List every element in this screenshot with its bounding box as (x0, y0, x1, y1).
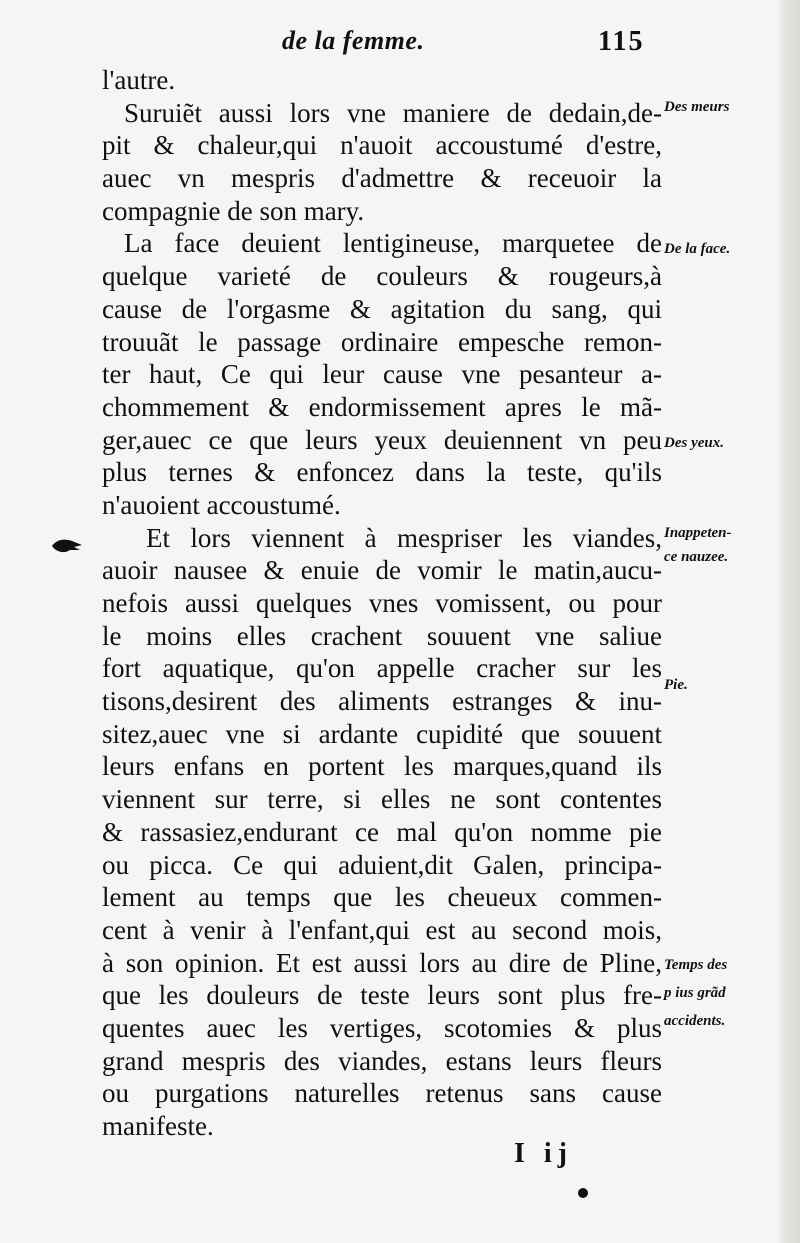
margin-note-inappetence-1: Inappeten- (664, 525, 732, 541)
text-line: à son opinion. Et est aussi lors au dire de Pline, (102, 947, 662, 978)
text-line: manifeste. (102, 1111, 214, 1141)
text-line: cent à venir à l'enfant,qui est au second mois, (102, 914, 662, 945)
text-line: & rassasiez,endurant ce mal qu'on nomme pie (102, 816, 662, 847)
body-text (102, 64, 662, 1143)
text-line: chommement & endormissement apres le mã- (102, 391, 662, 422)
margin-note-des-meurs: Des meurs (664, 99, 730, 115)
text-line: Suruiẽt aussi lors vne maniere de dedain,de- (124, 97, 662, 128)
page-edge-shadow (778, 0, 800, 1243)
margin-note-temps-1: Temps des (664, 957, 728, 973)
margin-note-pie: Pie. (664, 677, 688, 693)
text-line: viennent sur terre, si elles ne sont contentes (102, 784, 662, 815)
text-line: ter haut, Ce qui leur cause vne pesanteur a- (102, 359, 662, 390)
text-line: ou picca. Ce qui aduient,dit Galen, principa- (102, 849, 662, 880)
text-line: tisons,desirent des aliments estranges & inu- (102, 686, 662, 717)
text-line: quentes auec les vertiges, scotomies & plus (102, 1012, 662, 1043)
text-line: que les douleurs de teste leurs sont plus fre- (102, 980, 662, 1011)
margin-note-des-yeux: Des yeux. (664, 435, 724, 451)
manicule-icon (50, 536, 84, 556)
ink-dot (578, 1188, 588, 1198)
margin-note-inappetence-2: ce nauzee. (664, 549, 729, 565)
text-line: ou purgations naturelles retenus sans cause (102, 1078, 662, 1109)
signature-mark: I ij (514, 1138, 573, 1169)
page-number: 115 (598, 26, 645, 57)
text-line: lement au temps que les cheueux commen- (102, 882, 662, 913)
text-line: grand mespris des viandes, estans leurs fleurs (102, 1045, 662, 1076)
margin-note-de-la-face: De la face. (664, 241, 731, 257)
text-line: quelque varieté de couleurs & rougeurs,à (102, 261, 662, 292)
text-line: fort aquatique, qu'on appelle cracher sur les (102, 653, 662, 684)
margin-note-temps-2: p ius grãd (664, 985, 726, 1001)
text-line: sitez,auec vne si ardante cupidité que souuent (102, 718, 662, 749)
text-line: plus ternes & enfoncez dans la teste, qu'ils (102, 457, 662, 488)
text-line: auec vn mespris d'admettre & receuoir la (102, 163, 662, 194)
text-line: Et lors viennent à mespriser les viandes, (146, 522, 662, 553)
text-line: compagnie de son mary. (102, 195, 365, 226)
text-line: cause de l'orgasme & agitation du sang, qui (102, 293, 662, 324)
text-line: trouuãt le passage ordinaire empesche remon- (102, 326, 662, 357)
text-line: La face deuient lentigineuse, marquetee de (124, 228, 662, 259)
text-line: le moins elles crachent souuent vne saliue (102, 620, 662, 651)
text-line: pit & chaleur,qui n'auoit accoustumé d'estre, (102, 130, 662, 161)
text-line: n'auoient accoustumé. (102, 489, 341, 520)
text-line: ger,auec ce que leurs yeux deuiennent vn peu (102, 424, 662, 455)
text-line: l'autre. (102, 65, 176, 95)
margin-note-temps-3: accidents. (664, 1013, 726, 1029)
text-line: nefois aussi quelques vnes vomissent, ou pour (102, 588, 662, 618)
text-line: auoir nausee & enuie de vomir le matin,aucu- (102, 555, 662, 586)
text-line: leurs enfans en portent les marques,quand ils (102, 751, 662, 782)
running-title: de la femme. (282, 26, 425, 55)
